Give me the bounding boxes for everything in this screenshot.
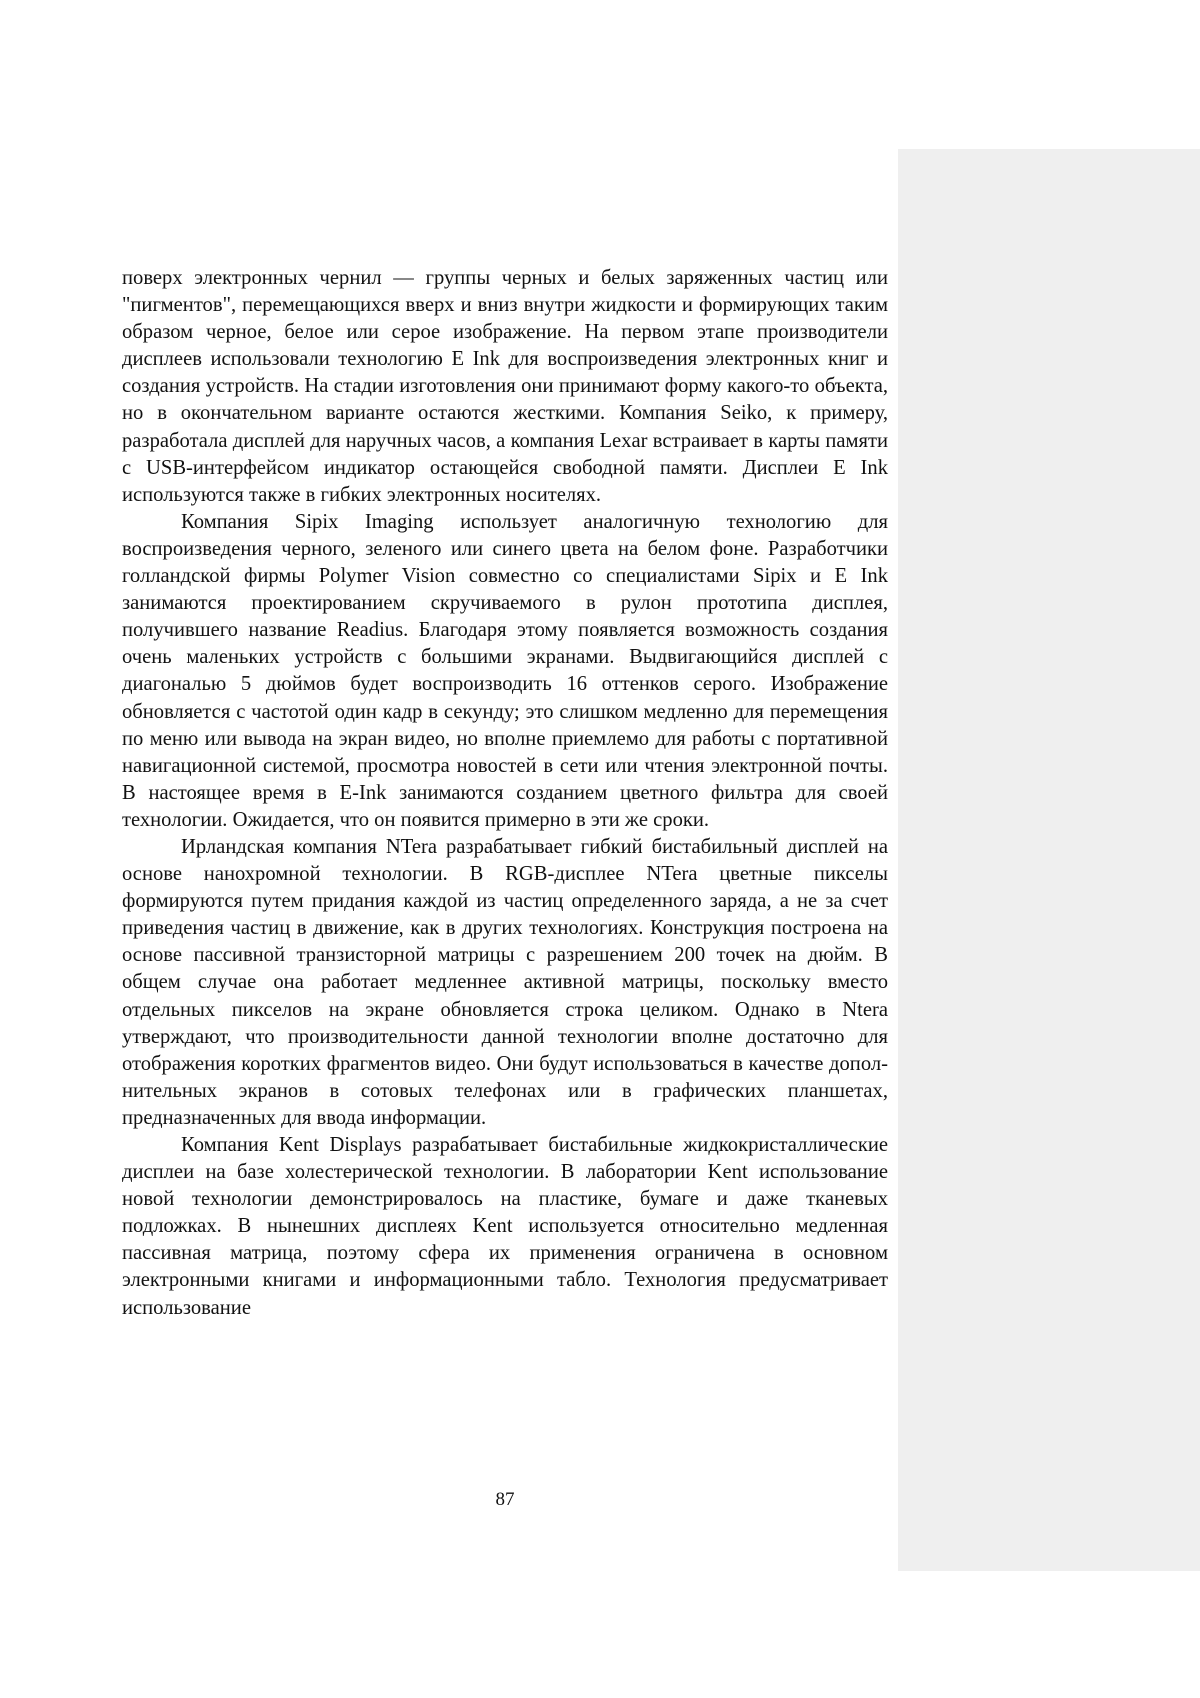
paragraph-1: поверх электронных чернил — группы черных и белых заряженных частиц или "пигментов", перемещающихся вверх и вниз внутри жидкости и формирующих таким образом черное, белое или серое изображение. На первом этапе производители дисплеев использовали технологию E Ink для воспроизведения электронных книг и создания устройств. На стадии изготовления они принимают форму какого-то объекта, но в окончательном варианте остаются жесткими. Компания Seiko, к примеру, разработала дисплей для наручных часов, а компания Lexar встраивает в карты памяти с USB-интерфейсом индикатор остающейся свободной памяти. Дисплеи E Ink используются также в гибких электронных носителях. [122,267,888,506]
paragraph-2: Компания Sipix Imaging использует аналогичную технологию для воспроизведения черного, зеленого или синего цвета на белом фоне. Разработчики голландской фирмы Polymer Vision совместно со специалистами Sipix и E Ink занимаются проектированием скручиваемого в рулон прототипа дисплея, получившего название Readius. Благодаря этому появляется возможность создания очень маленьких устройств с большими экранами. Выдвигающийся дисплей с диагональю 5 дюймов будет воспроизводить 16 оттенков серого. Изображение обновляется с частотой один кадр в секунду; это слишком медленно для перемещения по меню или вывода на экран видео, но вполне приемлемо для работы с портативной навигационной системой, просмотра новостей в сети или чтения электронной почты. В настоящее время в E-Ink занимаются созданием цветного фильтра для своей технологии. Ожидается, что он появится примерно в эти же сроки. [122,510,888,831]
page-number: 87 [495,1489,515,1510]
paragraph-4: Компания Kent Displays разрабатывает бистабильные жидкокристаллические дисплеи на базе холестерической технологии. В лаборатории Kent использование новой технологии демонстрировалось на пластике, бумаге и даже тканевых подложках. В нынешних дисплеях Kent используется относительно медленная пассивная матрица, поэтому сфера их применения ограничена в основном электронными книгами и информационными табло. Технология предусматривает использование [122,1134,888,1319]
body-text [122,265,888,1322]
paragraph-3: Ирландская компания NTera разрабатывает гибкий бистабильный дисплей на основе нанохромной технологии. В RGB-дисплее NTera цветные пикселы формируются путем придания каждой из частиц определенного заряда, а не за счет приведения частиц в движение, как в других технологиях. Конструкция построена на основе пассивной транзисторной матрицы с разрешением 200 точек на дюйм. В общем случае она работает медленнее активной матрицы, поскольку вместо отдельных пикселов на экране обновляется строка целиком. Однако в Ntera утверждают, что производительности данной технологии вполне достаточно для отображения коротких фрагментов видео. Они будут использоваться в качестве дополнительных экранов в сотовых телефонах или в графических планшетах, предназначенных для ввода информации. [122,835,888,1129]
comment-margin [898,149,1200,1571]
